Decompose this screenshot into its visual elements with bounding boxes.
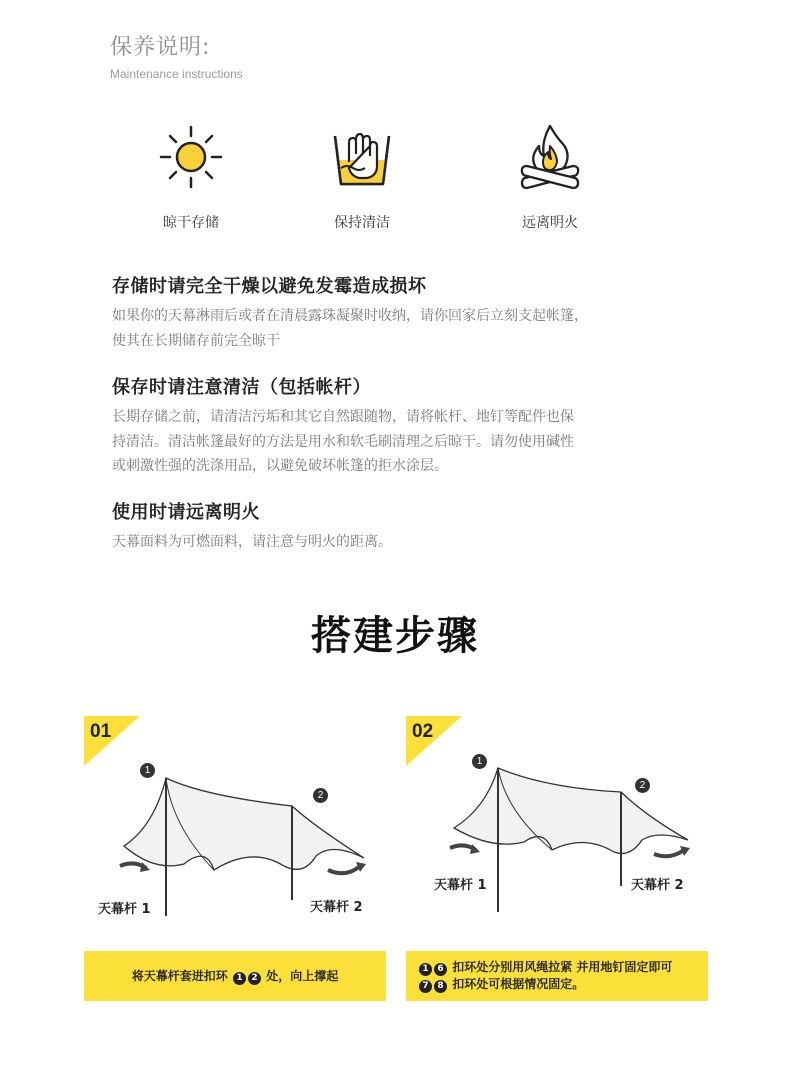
pole-label-1: 天幕杆 1: [434, 878, 487, 893]
caption-text: 扣环处可根据情况固定。: [452, 977, 585, 991]
body-line: 或刺激性强的洗涤用品，以避免破坏帐篷的拒水涂层。: [112, 458, 448, 474]
section-body: [112, 530, 697, 555]
step-caption: [84, 951, 386, 1001]
pole-label-2: 天幕杆 2: [631, 878, 684, 893]
body-line: 如果你的天幕淋雨后或者在清晨露珠凝聚时收纳，请你回家后立刻支起帐篷，: [112, 308, 588, 324]
loop-number: 6: [434, 963, 447, 976]
step-02: [406, 716, 716, 1001]
pole-label-2: 天幕杆 2: [310, 900, 363, 915]
section-body: [112, 405, 697, 479]
care-label-dry: 晾干存储: [163, 215, 219, 231]
loop-number: 1: [233, 972, 246, 985]
caption-line: [418, 976, 696, 993]
loop-number: 7: [419, 980, 432, 993]
loop-number: 2: [248, 972, 261, 985]
caption-text: 处，向上撑起: [266, 968, 339, 983]
care-icons-row: [0, 122, 790, 237]
hand-wash-icon: [327, 122, 397, 192]
steps-title: 搭建步骤: [311, 613, 479, 659]
step-number: 01: [90, 721, 112, 742]
step-caption: [406, 951, 708, 1001]
care-item-dry: [121, 122, 261, 232]
loop-marker-2: 2: [313, 788, 328, 803]
header-subtitle: Maintenance instructions: [110, 67, 243, 81]
caption-text: 将天幕杆套进扣环: [131, 968, 228, 983]
body-line: 使其在长期储存前完全晾干: [112, 332, 280, 349]
tarp-diagram: [406, 716, 716, 946]
care-label-clean: 保持清洁: [334, 215, 390, 231]
loop-number: 1: [419, 963, 432, 976]
pole-label-1: 天幕杆 1: [98, 902, 151, 917]
body-line: 长期存储之前，请清洁污垢和其它自然跟随物，请将帐杆、地钉等配件也保: [112, 409, 574, 425]
care-label-fire: 远离明火: [522, 215, 578, 231]
care-item-fire: [480, 122, 620, 232]
header-title: 保养说明:: [110, 35, 211, 60]
section-fire-safety: [112, 498, 697, 555]
section-title: 保存时请注意清洁（包括帐杆）: [112, 377, 371, 398]
loop-marker-1: 1: [472, 754, 487, 769]
step-number: 02: [412, 721, 434, 742]
section-body: [112, 304, 697, 353]
loop-marker-1: 1: [140, 763, 155, 778]
sun-icon: [156, 122, 226, 192]
maintenance-header: [110, 30, 243, 81]
section-dry-storage: [112, 272, 697, 353]
loop-number: 8: [434, 980, 447, 993]
step-01: [84, 716, 394, 1001]
loop-marker-2: 2: [635, 778, 650, 793]
body-line: 天幕面料为可燃面料，请注意与明火的距离。: [112, 534, 392, 550]
section-title: 存储时请完全干燥以避免发霉造成损坏: [112, 276, 427, 297]
body-line: 持清洁。清洁帐篷最好的方法是用水和软毛刷清理之后晾干。请勿使用碱性: [112, 433, 574, 450]
caption-line: [418, 959, 696, 976]
section-title: 使用时请远离明火: [112, 502, 260, 523]
section-cleaning: [112, 373, 697, 479]
care-item-clean: [292, 122, 432, 232]
caption-text: 扣环处分别用风绳拉紧 并用地钉固定即可: [452, 960, 673, 974]
campfire-icon: [515, 122, 585, 192]
caption-line: [132, 968, 338, 985]
